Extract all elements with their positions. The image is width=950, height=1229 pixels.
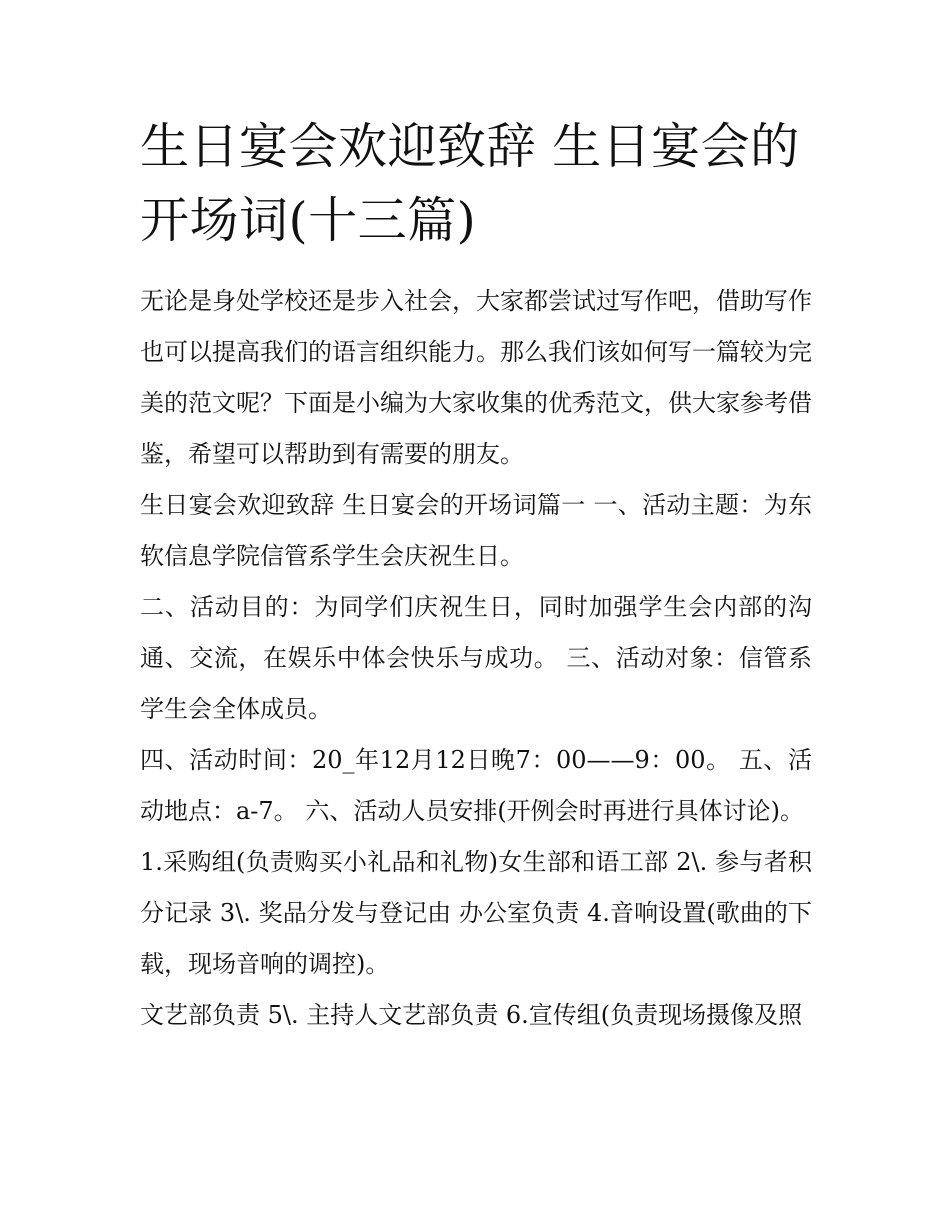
- paragraph-intro: 无论是身处学校还是步入社会，大家都尝试过写作吧，借助写作也可以提高我们的语言组织能力。那么我们该如何写一篇较为完美的范文呢？下面是小编为大家收集的优秀范文，供大家参考借鉴，希望可以帮助到有需要的朋友。: [140, 287, 812, 468]
- paragraph-purpose: 二、活动目的：为同学们庆祝生日，同时加强学生会内部的沟通、交流，在娱乐中体会快乐与成功。 三、活动对象：信管系学生会全体成员。: [140, 593, 812, 723]
- document-title: 生日宴会欢迎致辞 生日宴会的开场词(十三篇): [140, 118, 800, 249]
- paragraph-staffing: 1.采购组(负责购买小礼品和礼物)女生部和语工部 2\. 参与者积分记录 3\. 奖品分发与登记由 办公室负责 4.音响设置(歌曲的下载，现场音响的调控)。: [140, 848, 812, 978]
- paragraph-staffing-continued: 文艺部负责 5\. 主持人文艺部负责 6.宣传组(负责现场摄像及照: [140, 1001, 803, 1029]
- document-page: [140, 110, 812, 1041]
- paragraph-theme: 生日宴会欢迎致辞 生日宴会的开场词篇一 一、活动主题：为东软信息学院信管系学生会庆祝生日。: [140, 491, 812, 570]
- paragraph-time-place: 四、活动时间：20_年12月12日晚7：00——9：00。 五、活动地点：a-7。 六、活动人员安排(开例会时再进行具体讨论)。: [140, 746, 812, 825]
